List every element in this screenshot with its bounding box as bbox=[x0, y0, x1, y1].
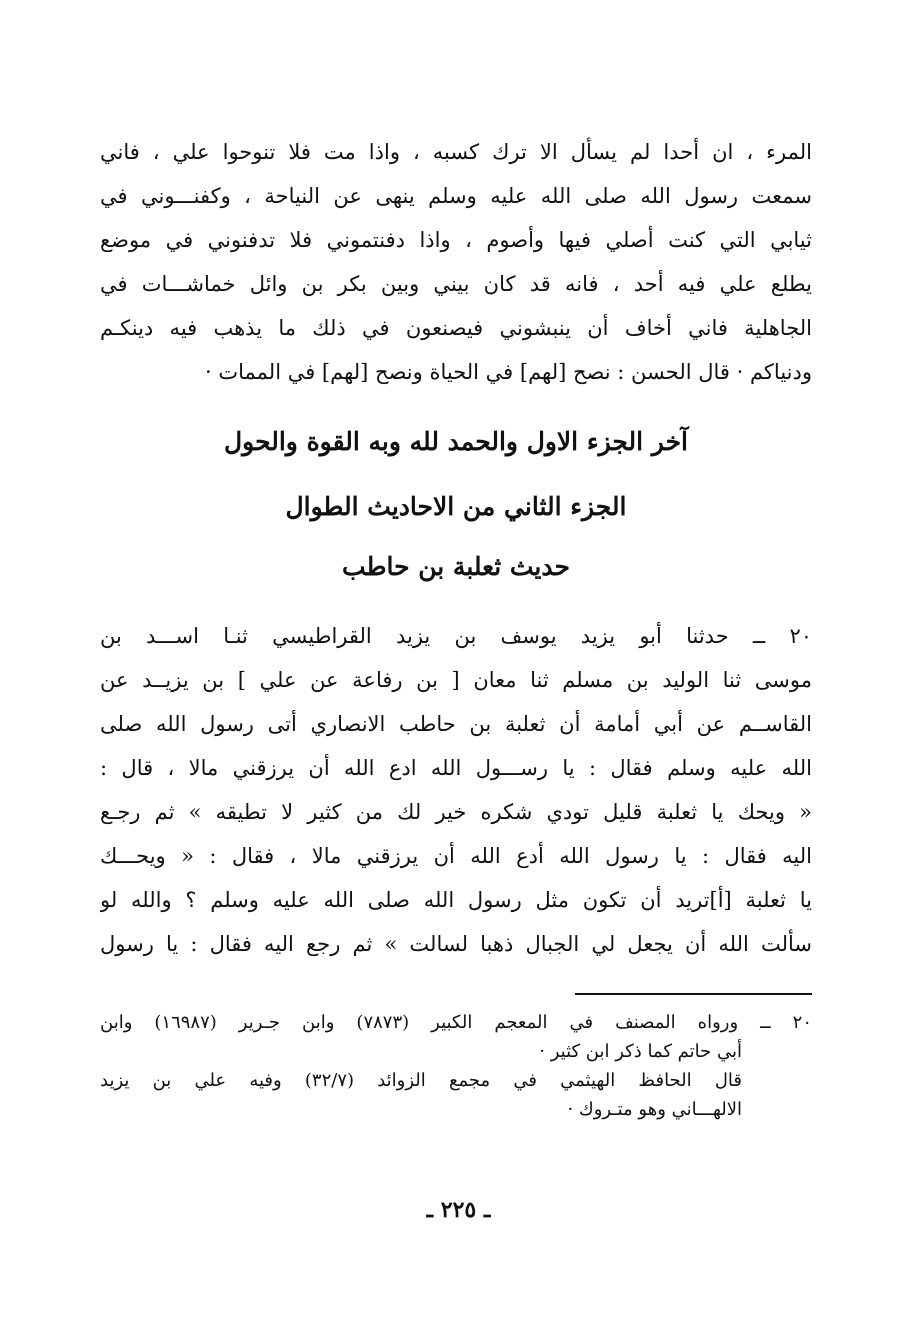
text-line: الله عليه وسلم فقال : يا رســـول الله ادع الله أن يرزقني مالا ، قال : bbox=[100, 756, 812, 780]
text-line: « ويحك يا ثعلبة قليل تودي شكره خير لك من كثير لا تطيقه » ثم رجـع bbox=[100, 800, 812, 824]
text-line: سألت الله أن يجعل لي الجبال ذهبا لسالت » ثم رجع اليه فقال : يا رسول bbox=[100, 932, 812, 956]
text-line: الجاهلية فاني أخاف أن ينبشوني فيصنعون في ذلك ما يذهب فيه دينكـم bbox=[100, 316, 812, 340]
footnote-line: ٢٠ ــ ورواه المصنف في المعجم الكبير (٧٨٧٣) وابن جـرير (١٦٩٨٧) وابن bbox=[100, 1012, 812, 1033]
text-line: يا ثعلبة [أ]تريد أن تكون مثل رسول الله صلى الله عليه وسلم ؟ والله لو bbox=[100, 888, 812, 912]
footnote-divider bbox=[575, 993, 812, 995]
continued-paragraph bbox=[100, 130, 812, 394]
footnote-line: أبي حاتم كما ذكر ابن كثير · bbox=[539, 1041, 742, 1062]
text-line: ٢٠ ــ حدثنا أبو يزيد يوسف بن يزيد القراطيسي ثنـا اســـد بن bbox=[100, 624, 812, 648]
footnotes bbox=[100, 1008, 812, 1124]
part-end-heading: آخر الجزء الاول والحمد لله وبه القوة والحول bbox=[224, 427, 688, 456]
text-line: يطلع علي فيه أحد ، فانه قد كان بيني وبين بكر بن وائل خماشـــات في bbox=[100, 272, 812, 296]
page-number: ـ ٢٢٥ ـ bbox=[426, 1197, 491, 1223]
text-line: موسى ثنا الوليد بن مسلم ثنا معان [ بن رفاعة عن علي ] بن يزيــد عن bbox=[100, 668, 812, 692]
text-line: المرء ، ان أحدا لم يسأل الا ترك كسبه ، واذا مت فلا تنوحوا علي ، فاني bbox=[100, 140, 812, 164]
hadith-paragraph bbox=[100, 614, 812, 966]
text-line: ثيابي التي كنت أصلي فيها وأصوم ، واذا دفنتموني فلا تدفنوني في موضع bbox=[100, 228, 812, 252]
text-line: اليه فقال : يا رسول الله أدع الله أن يرزقني مالا ، فقال : « ويحـــك bbox=[100, 844, 812, 868]
footnote-line: الالهـــاني وهو متـروك · bbox=[567, 1099, 742, 1120]
hadith-title: حديث ثعلبة بن حاطب bbox=[342, 552, 570, 581]
part-two-heading: الجزء الثاني من الاحاديث الطوال bbox=[285, 492, 627, 521]
footnote-line: قال الحافظ الهيثمي في مجمع الزوائد (٣٢/٧) وفيه علي بن يزيد bbox=[100, 1070, 742, 1091]
text-line: سمعت رسول الله صلى الله عليه وسلم ينهى عن النياحة ، وكفنـــوني في bbox=[100, 184, 812, 208]
text-line: ودنياكم · قال الحسن : نصح [لهم] في الحياة ونصح [لهم] في الممات · bbox=[205, 360, 812, 384]
text-line: القاســم عن أبي أمامة أن ثعلبة بن حاطب الانصاري أتى رسول الله صلى bbox=[100, 712, 812, 736]
